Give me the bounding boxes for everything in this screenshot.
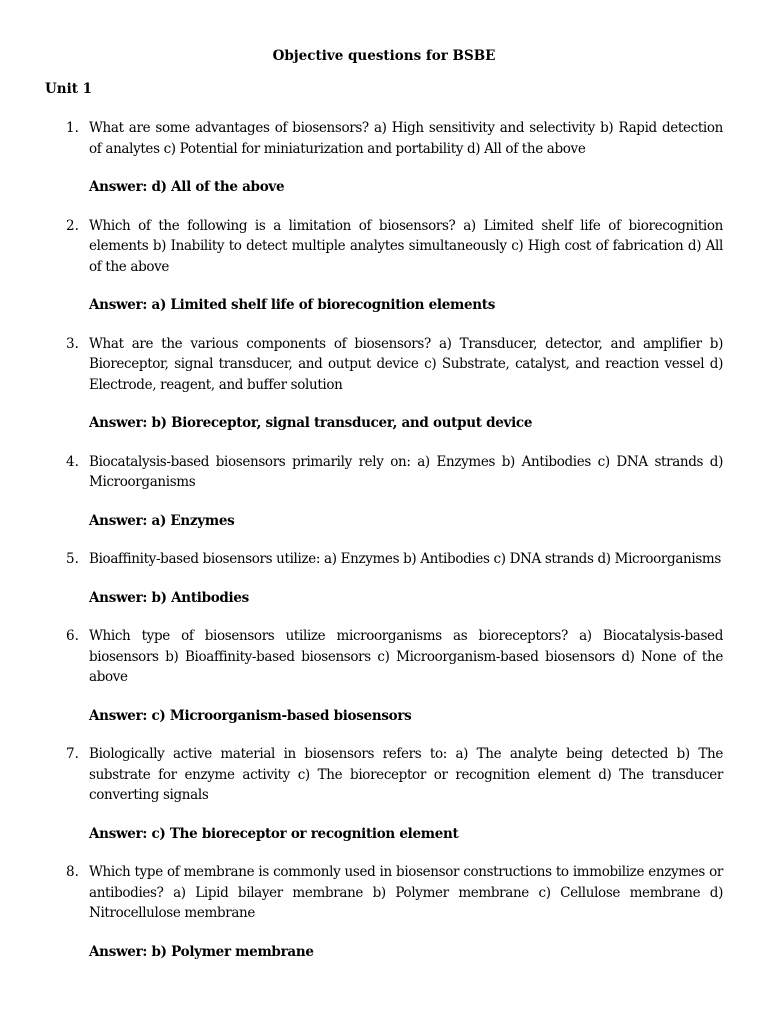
question-text: Biocatalysis-based biosensors primarily rely on: a) Enzymes b) Antibodies c) DNA strands d) Microorganisms bbox=[89, 453, 723, 490]
question-number: 4. bbox=[66, 453, 79, 470]
answer-text: Answer: b) Antibodies bbox=[89, 589, 249, 606]
question-item bbox=[45, 626, 723, 726]
answer-text: Answer: b) Bioreceptor, signal transducer, and output device bbox=[89, 415, 533, 431]
question-item bbox=[45, 862, 723, 962]
question-text: Which of the following is a limitation of biosensors? a) Limited shelf life of biorecognition elements b) Inability to detect multiple analytes simultaneously c) High cost of fabrication d) All of the above bbox=[89, 217, 723, 275]
answer-text: Answer: a) Limited shelf life of biorecognition elements bbox=[89, 297, 496, 313]
question-item bbox=[45, 216, 723, 316]
question-number: 5. bbox=[66, 551, 79, 567]
question-list bbox=[45, 118, 723, 962]
answer-text: Answer: a) Enzymes bbox=[89, 512, 235, 529]
question-text: Which type of membrane is commonly used in biosensor constructions to immobilize enzymes or antibodies? a) Lipid bilayer membrane b) Polymer membrane c) Cellulose membrane d) Nitrocellulose membrane bbox=[89, 864, 723, 921]
question-text: What are the various components of biosensors? a) Transducer, detector, and amplifier b) Bioreceptor, signal transducer, and output device c) Substrate, catalyst, and reaction vessel d) Electrode, reagent, and buffer solution bbox=[89, 335, 723, 393]
answer-text: Answer: c) The bioreceptor or recognition element bbox=[89, 825, 459, 842]
question-number: 1. bbox=[66, 120, 79, 136]
question-item bbox=[45, 744, 723, 844]
question-text: Bioaffinity-based biosensors utilize: a) Enzymes b) Antibodies c) DNA strands d) Microorganisms bbox=[89, 551, 721, 567]
answer-text: Answer: d) All of the above bbox=[89, 179, 285, 195]
page-title: Objective questions for BSBE bbox=[272, 48, 496, 64]
question-text: Biologically active material in biosensors refers to: a) The analyte being detected b) The substrate for enzyme activity c) The bioreceptor or recognition element d) The transducer converting signals bbox=[89, 746, 723, 803]
question-text: What are some advantages of biosensors? a) High sensitivity and selectivity b) Rapid detection of analytes c) Potential for miniaturization and portability d) All of the above bbox=[89, 120, 723, 157]
question-number: 2. bbox=[66, 217, 79, 234]
answer-text: Answer: b) Polymer membrane bbox=[89, 943, 314, 960]
question-number: 8. bbox=[66, 864, 79, 880]
question-item bbox=[45, 549, 723, 608]
question-item bbox=[45, 452, 723, 532]
question-text: Which type of biosensors utilize microorganisms as bioreceptors? a) Biocatalysis-based biosensors b) Bioaffinity-based biosensors c) Microorganism-based biosensors d) None of the above bbox=[89, 628, 723, 685]
question-item bbox=[45, 118, 723, 198]
question-number: 3. bbox=[66, 335, 79, 352]
question-item bbox=[45, 334, 723, 434]
question-number: 7. bbox=[66, 746, 79, 762]
question-number: 6. bbox=[66, 628, 79, 644]
answer-text: Answer: c) Microorganism-based biosensors bbox=[89, 707, 412, 724]
unit-heading: Unit 1 bbox=[45, 81, 93, 97]
